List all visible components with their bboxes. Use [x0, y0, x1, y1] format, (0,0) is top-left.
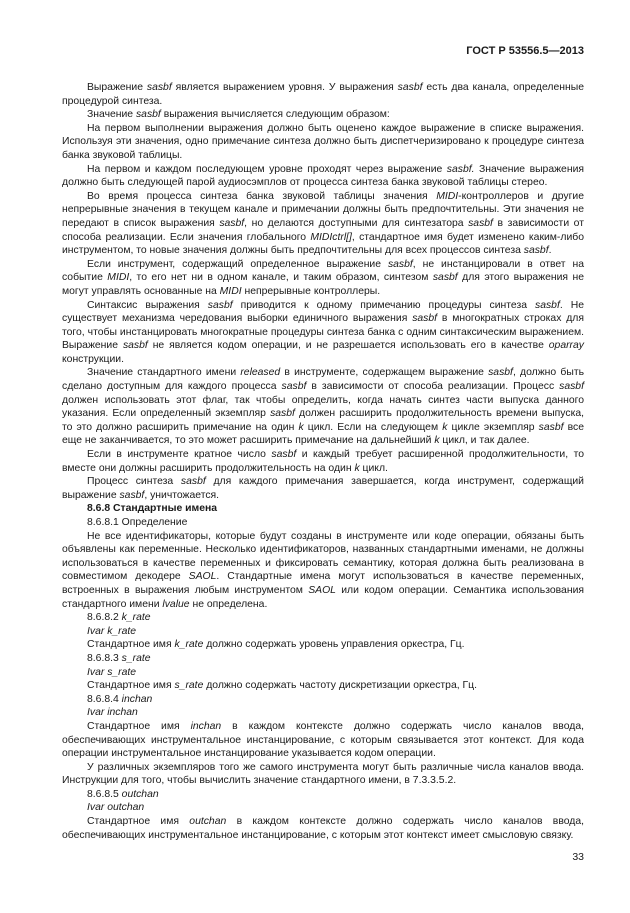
text-run: , не инстанцировали в ответ на событие [62, 258, 584, 284]
text-run: является выражением уровня. У выражения [171, 82, 398, 93]
italic-term: k [354, 462, 360, 474]
italic-term: sasbf [412, 313, 438, 325]
text-run: конструкции. [62, 353, 124, 365]
text-run: На первом выполнении выражения должно быть оценено каждое выражение в списке выражения. Используя эти значения, одно примечание синтеза должно быть диспетчеризировано к процедуре синтеза банка звуковой таблицы. [62, 122, 584, 161]
italic-term: Ivar s_rate [87, 666, 137, 678]
subsection-line [62, 693, 584, 707]
text-run: приводится к одному примечанию процедуры синтеза [232, 299, 535, 311]
text-run: должен использовать этот флаг, так чтобы определить, когда начать синтез части выпуска данного указания. Если определенный экземпляр [62, 394, 584, 420]
italic-term: released [240, 367, 281, 379]
italic-term: oparray [548, 340, 584, 352]
text-run: Стандартное имя [87, 639, 175, 651]
text-run: Выражение [87, 82, 147, 93]
text-run: У различных экземпляров того же самого инструмента могут быть различные числа каналов ввода. Инструкции для того, чтобы вычислить значение стандартного имени, в 7.3.3.5.2. [62, 761, 584, 787]
text-run: 8.6.8.1 Определение [87, 517, 188, 528]
text-run: в инструменте, содержащем выражение [280, 367, 489, 379]
italic-term: sasbf. [446, 163, 475, 175]
italic-term: Ivar outchan [87, 802, 145, 814]
text-run: не является кодом операции, и не разрешается использовать его в качестве [147, 340, 549, 352]
paragraph [62, 530, 584, 612]
text-run: Процесс синтеза [87, 476, 181, 488]
italic-term: sasbf [219, 217, 245, 229]
text-run: есть два канала, определенные процедурой синтеза. [62, 82, 584, 107]
italic-term: MIDI [436, 190, 459, 202]
italic-term: SAOL [188, 571, 217, 583]
text-run: Во время процесса синтеза банка звуковой таблицы значения [87, 190, 437, 202]
paragraph [62, 258, 584, 299]
page-number: 33 [572, 851, 584, 864]
subsection-line [62, 652, 584, 666]
text-run: для этого выражения не могут управлять основанные на [62, 272, 584, 297]
text-run: 8.6.8.4 [87, 693, 122, 705]
text-run: Значение выражения должно быть следующей парой аудиосэмплов от процесса синтеза банка звуковой таблицы стерео. [62, 163, 585, 189]
text-run: 8.6.8.5 [87, 788, 122, 800]
paragraph [62, 122, 584, 163]
text-run: в каждом контексте должно содержать число каналов ввода, обеспечивающих инструментальное инстанцирование, с которым этот контекст имеет смысловую связку. [62, 816, 584, 841]
text-run: Значение [87, 109, 136, 121]
italic-term: k [298, 421, 304, 433]
subsection-line [62, 706, 584, 720]
italic-term: sasbf [432, 272, 458, 284]
text-run: в каждом контексте должно содержать число каналов ввода, обеспечивающих инструментальное инстанцирование, с которым связывается этот контекст. Для кода операции инструментальное инстанцирование указывается кодом операции. [62, 720, 584, 760]
italic-term: inchan [190, 720, 222, 732]
subsection-line [62, 638, 584, 652]
italic-term: k_rate [121, 612, 151, 624]
italic-term: SAOL [308, 584, 336, 596]
text-run: цикл, и так далее. [439, 435, 530, 447]
italic-term: sasbf [387, 258, 413, 270]
text-run: 8.6.8.3 [87, 652, 122, 664]
paragraph [62, 108, 584, 122]
subsection-line [62, 611, 584, 625]
italic-term: s_rate [174, 680, 204, 692]
italic-term: sasbf [488, 367, 513, 379]
italic-term: sasbf [559, 381, 584, 393]
text-run: Стандартное имя [87, 720, 191, 732]
italic-term: sasbf [468, 217, 493, 229]
text-run: . Стандартные имена могут использоваться в качестве переменных, встроенных в выражения любым инструментом [62, 571, 585, 596]
italic-term: sasbf [397, 82, 423, 93]
text-run: На первом и каждом последующем уровне проходят через выражение [87, 163, 447, 175]
italic-term: sasbf [535, 299, 560, 311]
italic-term: sasbf [538, 421, 564, 433]
text-run: не определена. [189, 598, 268, 610]
text-run: должен расширить продолжительность времени выпуска, то это должно расширить примечание на один [62, 408, 585, 433]
italic-term: Ivar inchan [87, 707, 138, 719]
italic-term: k_rate [174, 639, 204, 651]
text-run: для каждого примечания завершается, когда инструмент, содержащий выражение [62, 476, 584, 501]
italic-term: sasbf [146, 82, 172, 93]
italic-term: sasbf [119, 489, 145, 501]
text-run: Если в инструменте кратное число [87, 449, 272, 461]
italic-term: inchan [121, 693, 153, 705]
text-run: , но делаются доступными для синтезатора [244, 217, 469, 229]
paragraph [62, 190, 584, 258]
paragraph [62, 366, 584, 448]
text-run: -контроллеров и другие непрерывные значения в текущем канале и примечании должны быть предпочтительны. Эти значения не передают в список выражения [62, 190, 584, 229]
italic-term: sasbf [271, 449, 297, 461]
subsection-line [62, 666, 584, 680]
text-run: Не все идентификаторы, которые будут созданы в инструменте или коде операции, обязаны быть объявлены как переменные. Несколько идентификаторов, названных стандартными именами, не должны использоваться в качестве переменных и фиксировать семантику, которая должна быть реализована в совместимом декодере [62, 530, 584, 583]
text-run: 8.6.8 Стандартные имена [87, 503, 218, 515]
text-run: должно содержать частоту дискретизации оркестра, Гц. [203, 680, 477, 692]
document-header: ГОСТ Р 53556.5—2013 [466, 45, 584, 57]
subsection-line [62, 679, 584, 693]
text-run: , должно быть сделано доступным для каждого процесса [62, 367, 584, 393]
text-run: , то его нет ни в одном канале, и таким образом, синтезом [129, 272, 433, 284]
text-run: в зависимости от способа реализации. Если значения глобального [62, 217, 584, 243]
italic-term: sasbf [523, 245, 549, 257]
text-run: должно содержать уровень управления оркестра, Гц. [203, 639, 465, 651]
paragraph [62, 163, 584, 190]
italic-term: k [442, 421, 448, 433]
text-run: цикл. Если на следующем [303, 421, 443, 433]
italic-term: sasbf [122, 340, 148, 352]
text-run: цикле экземпляр [447, 421, 539, 433]
italic-term: s_rate [121, 652, 151, 664]
text-run: непрерывные контроллеры. [241, 285, 381, 297]
text-run: в многократных строках для того, чтобы инстанцировать многократные процедуры синтеза банка с одним синтаксическим выражением. Выражение [62, 313, 584, 352]
subsection-line [62, 801, 584, 815]
italic-term: sasbf [180, 476, 206, 488]
italic-term: sasbf [207, 299, 233, 311]
text-run: 8.6.8.2 [87, 612, 122, 624]
text-run: или кодом операции. Семантика использования стандартного имени [62, 584, 584, 610]
text-run: Если инструмент, содержащий определенное выражение [87, 258, 388, 270]
text-run: в зависимости от способа реализации. Процесс [306, 381, 560, 393]
subsection-line [62, 625, 584, 639]
text-run: . Не существует механизма чередования выборки единичного выражения [62, 299, 585, 325]
paragraph [62, 761, 584, 788]
paragraph [62, 448, 584, 475]
subsection-line [62, 788, 584, 802]
text-run: и каждый требует расширенной продолжительности, то вместе они должны расширить продолжительность на один [62, 449, 584, 474]
text-run: выражения вычисляется следующим образом: [160, 109, 390, 121]
subsection-line [62, 516, 584, 530]
italic-term: sasbf [281, 381, 307, 393]
section-heading [62, 502, 584, 516]
text-run: Стандартное имя [87, 680, 175, 692]
italic-term: sasbf [135, 109, 161, 121]
paragraph [62, 81, 584, 108]
paragraph [62, 475, 584, 502]
page-body [62, 81, 584, 842]
italic-term: Ivar k_rate [87, 625, 137, 637]
italic-term: sasbf [270, 408, 295, 420]
italic-term: MIDI [107, 272, 130, 284]
italic-term: k [434, 435, 440, 447]
text-run: цикл. [359, 462, 388, 474]
text-run: , стандартное имя будет изменено каким-либо инструментом, то новые значения должны быть предпочтительны для всех процессов синтеза [62, 231, 584, 257]
paragraph [62, 815, 584, 842]
italic-term: MIDI [219, 285, 242, 297]
italic-term: MIDIctrl[] [310, 231, 352, 243]
text-run: Синтаксис выражения [87, 299, 208, 311]
text-run: Стандартное имя [87, 816, 190, 828]
text-run: все еще не заканчивается, то это может расширить примечание на дальнейший [62, 421, 584, 447]
text-run: . [548, 245, 552, 257]
italic-term: outchan [189, 816, 227, 828]
italic-term: lvalue [162, 598, 190, 610]
paragraph [62, 720, 584, 761]
text-run: , уничтожается. [144, 489, 220, 501]
paragraph [62, 299, 584, 367]
italic-term: outchan [121, 788, 159, 800]
text-run: Значение стандартного имени [87, 367, 241, 379]
